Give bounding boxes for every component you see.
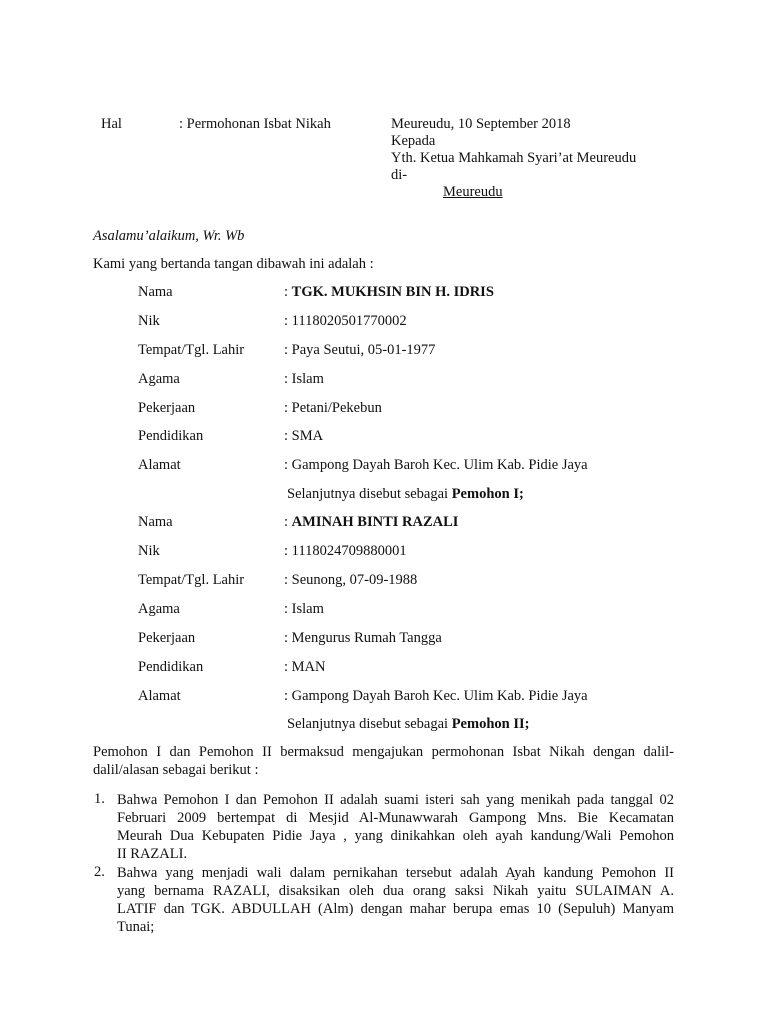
field-value: : Petani/Pekebun	[284, 400, 382, 416]
intro-text: Kami yang bertanda tangan dibawah ini adalah :	[93, 256, 374, 272]
field-label: Agama	[138, 601, 180, 617]
field-value: : Mengurus Rumah Tangga	[284, 630, 442, 646]
field-value: : Paya Seutui, 05-01-1977	[284, 342, 436, 358]
field-label: Nama	[138, 514, 173, 530]
field-value: : Gampong Dayah Baroh Kec. Ulim Kab. Pidie Jaya	[284, 688, 588, 704]
recipient-di: di-	[391, 167, 408, 183]
field-value: : SMA	[284, 428, 324, 444]
field-value: : Islam	[284, 371, 324, 387]
pemohon-2-name: AMINAH BINTI RAZALI	[291, 514, 459, 530]
recipient-yth: Yth. Ketua Mahkamah Syari’at Meureudu	[391, 150, 637, 166]
field-value: : TGK. MUKHSIN BIN H. IDRIS	[284, 284, 494, 300]
field-label: Pendidikan	[138, 428, 204, 444]
hal-value: : Permohonan Isbat Nikah	[179, 116, 331, 132]
field-label: Pendidikan	[138, 659, 204, 675]
field-value: : 1118024709880001	[284, 543, 407, 559]
field-value: : MAN	[284, 659, 326, 675]
greeting: Asalamu’alaikum, Wr. Wb	[93, 228, 245, 244]
field-label: Alamat	[138, 688, 181, 704]
field-label: Nama	[138, 284, 173, 300]
field-label: Nik	[138, 543, 160, 559]
field-label: Pekerjaan	[138, 630, 196, 646]
item-text: Bahwa Pemohon I dan Pemohon II adalah suami isteri sah yang menikah pada tanggal 02 Februari 2009 bertempat di Mesjid Al-Munawwarah Gampong Mns. Bie Kecamatan Meurah Dua Kebupaten Pidie Jaya , yang dinikahkan oleh ayah kandung/Wali Pemohon II RAZALI.	[117, 792, 674, 862]
body-intro-line-1: Pemohon I dan Pemohon II bermaksud mengajukan permohonan Isbat Nikah dengan dalil-	[93, 744, 674, 760]
pemohon-2-note: Selanjutnya disebut sebagai Pemohon II;	[287, 716, 530, 732]
item-number: 2.	[94, 864, 105, 880]
item-text: Bahwa yang menjadi wali dalam pernikahan tersebut adalah Ayah kandung Pemohon II yang bernama RAZALI, disaksikan oleh dua orang saksi Nikah yaitu SULAIMAN A. LATIF dan TGK. ABDULLAH (Alm) dengan mahar berupa emas 10 (Sepuluh) Manyam Tunai;	[117, 865, 674, 935]
recipient-place: Meureudu	[443, 184, 503, 200]
field-label: Tempat/Tgl. Lahir	[138, 572, 245, 588]
letter-date: Meureudu, 10 September 2018	[391, 116, 571, 132]
field-label: Agama	[138, 371, 180, 387]
field-value: : Seunong, 07-09-1988	[284, 572, 418, 588]
body-intro-line-2: dalil/alasan sebagai berikut :	[93, 762, 259, 778]
field-label: Nik	[138, 313, 160, 329]
field-value: : Gampong Dayah Baroh Kec. Ulim Kab. Pidie Jaya	[284, 457, 588, 473]
pemohon-1-name: TGK. MUKHSIN BIN H. IDRIS	[291, 284, 494, 300]
field-value: : AMINAH BINTI RAZALI	[284, 514, 459, 530]
field-label: Alamat	[138, 457, 181, 473]
field-label: Pekerjaan	[138, 400, 196, 416]
recipient-kepada: Kepada	[391, 133, 436, 149]
field-value: : Islam	[284, 601, 324, 617]
field-label: Tempat/Tgl. Lahir	[138, 342, 245, 358]
item-number: 1.	[94, 791, 105, 807]
field-value: : 1118020501770002	[284, 313, 407, 329]
hal-label: Hal	[101, 116, 122, 132]
pemohon-1-note: Selanjutnya disebut sebagai Pemohon I;	[287, 486, 524, 502]
